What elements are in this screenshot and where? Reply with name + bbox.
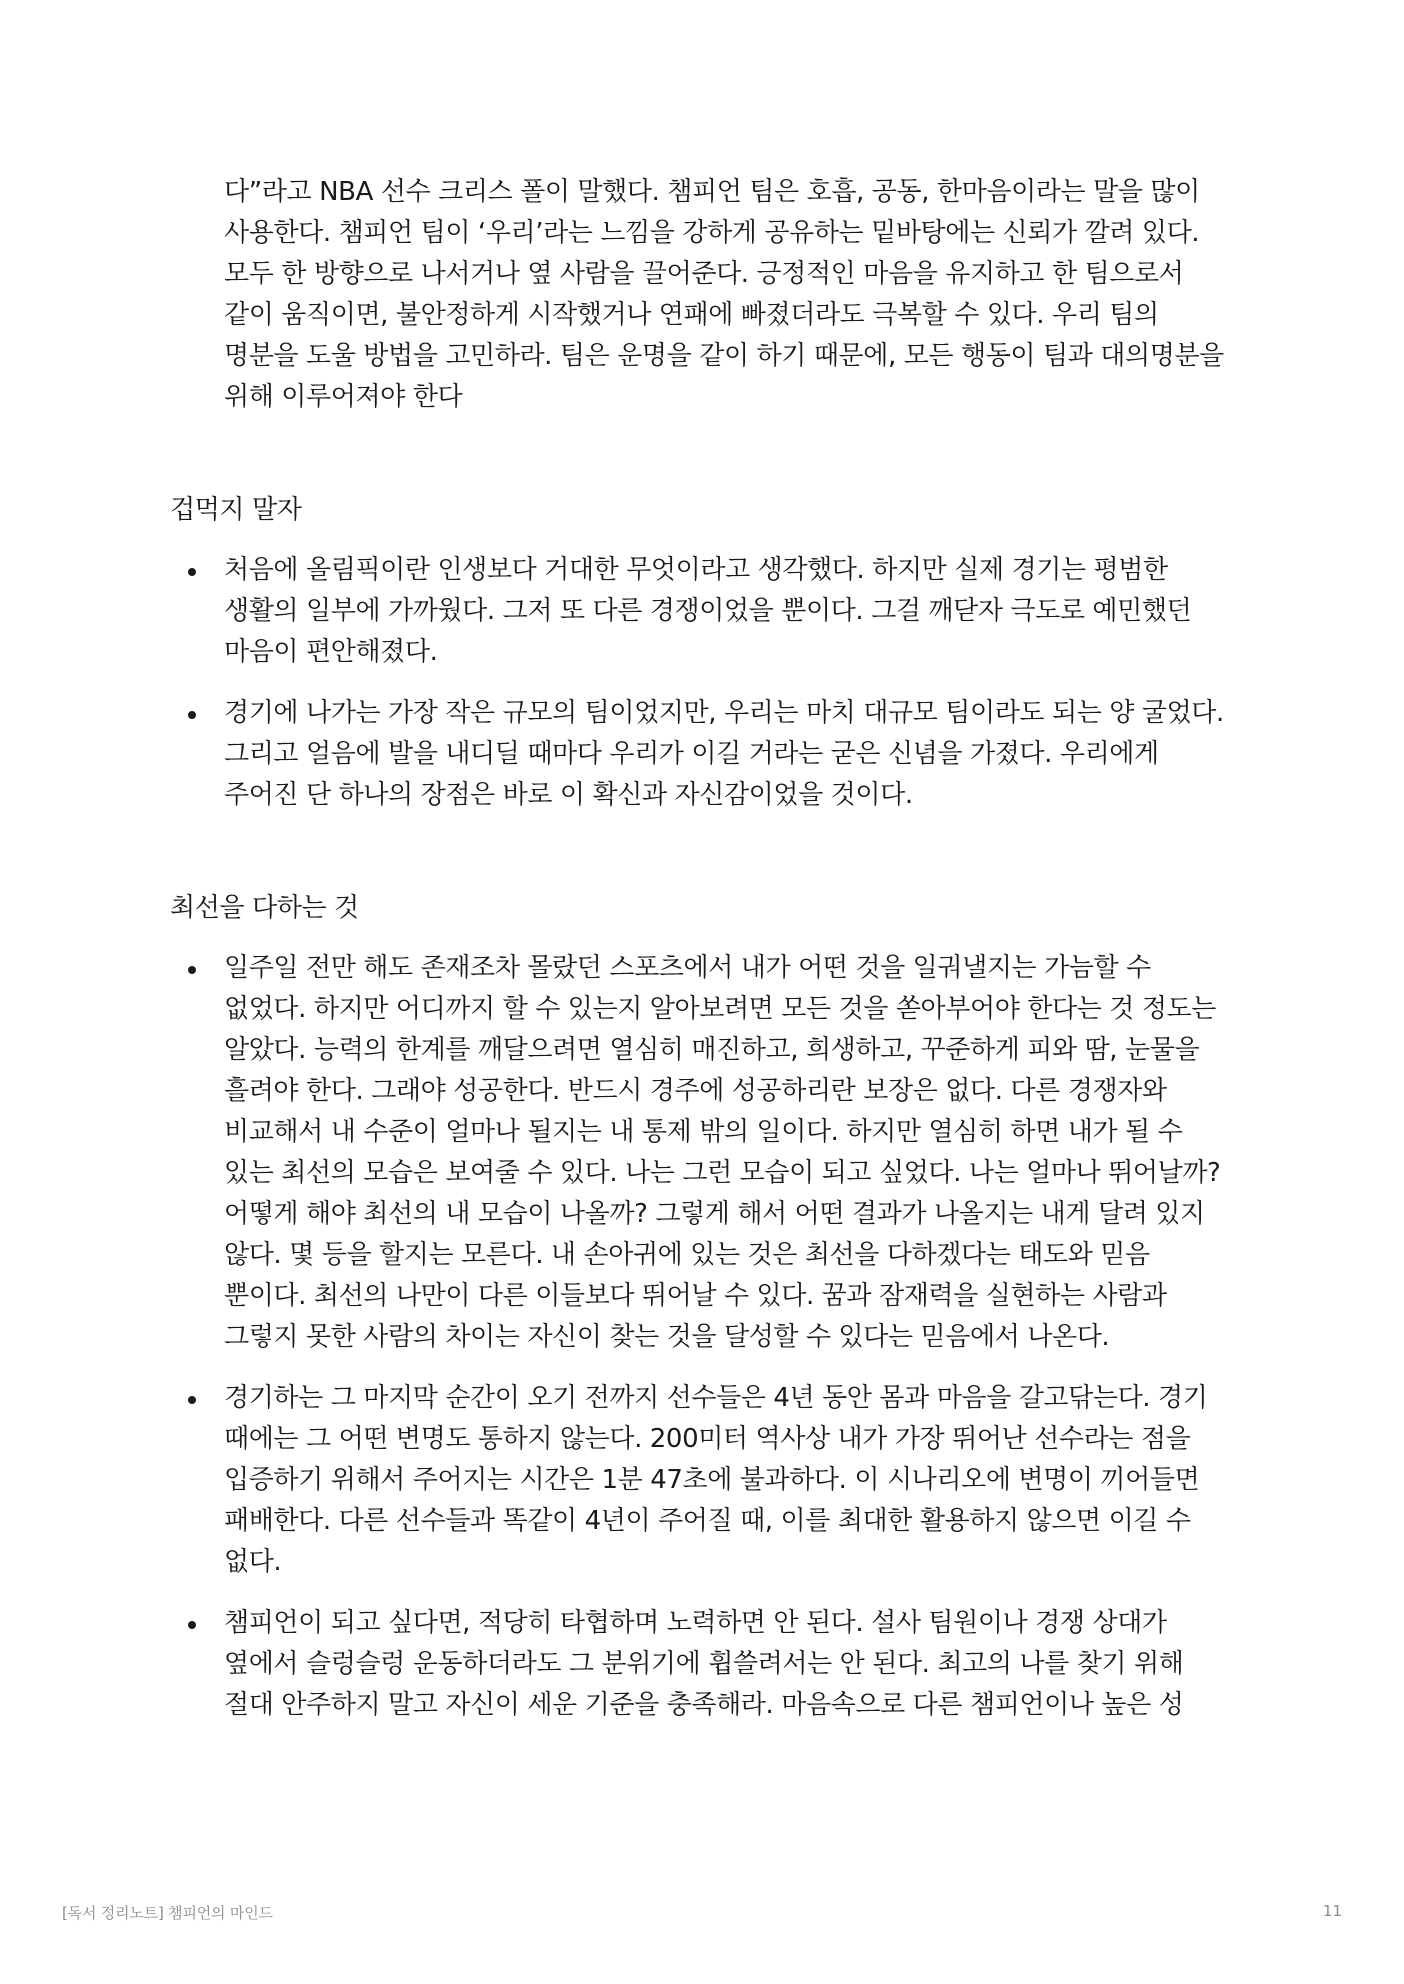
page-number: 11 (1322, 1902, 1342, 1920)
intro-paragraph: 다”라고 NBA 선수 크리스 폴이 말했다. 챔피언 팀은 호흡, 공동, 한마음이라는 말을 많이 사용한다. 챔피언 팀이 ‘우리’라는 느낌을 강하게 공유하는 밑바탕에는 신뢰가 깔려 있다. 모두 한 방향으로 나서거나 옆 사람을 끌어준다. 긍정적인 마음을 유지하고 한 팀으로서 같이 움직이면, 불안정하게 시작했거나 연패에 빠졌더라도 극복할 수 있다. 우리 팀의 명분을 도울 방법을 고민하라. 팀은 운명을 같이 하기 때문에, 모든 행동이 팀과 대의명분을 위해 이루어져야 한다 (224, 177, 1224, 412)
section-do-your-best (170, 888, 1240, 1726)
bullet-item: 일주일 전만 해도 존재조차 몰랐던 스포츠에서 내가 어떤 것을 일궈낼지는 가늠할 수 없었다. 하지만 어디까지 할 수 있는지 알아보려면 모든 것을 쏟아부어야 한다는 것 정도는 알았다. 능력의 한계를 깨달으려면 열심히 매진하고, 희생하고, 꾸준하게 피와 땀, 눈물을 흘려야 한다. 그래야 성공한다. 반드시 경주에 성공하리란 보장은 없다. 다른 경쟁자와 비교해서 내 수준이 얼마나 될지는 내 통제 밖의 일이다. 하지만 열심히 하면 내가 될 수 있는 최선의 모습은 보여줄 수 있다. 나는 그런 모습이 되고 싶었다. 나는 얼마나 뛰어날까? 어떻게 해야 최선의 내 모습이 나올까? 그렇게 해서 어떤 결과가 나올지는 내게 달려 있지 않다. 몇 등을 할지는 모른다. 내 손아귀에 있는 것은 최선을 다하겠다는 태도와 믿음 뿐이다. 최선의 나만이 다른 이들보다 뛰어날 수 있다. 꿈과 잠재력을 실현하는 사람과 그렇지 못한 사람의 차이는 자신이 찾는 것을 달성할 수 있다는 믿음에서 나온다. (170, 948, 1224, 1358)
section-heading: 겁먹지 말자 (170, 495, 302, 525)
bullet-item: 처음에 올림픽이란 인생보다 거대한 무엇이라고 생각했다. 하지만 실제 경기는 평범한 생활의 일부에 가까웠다. 그저 또 다른 경쟁이었을 뿐이다. 그걸 깨닫자 극도로 예민했던 마음이 편안해졌다. (170, 550, 1224, 673)
section-heading: 최선을 다하는 것 (170, 893, 359, 923)
section-dont-be-afraid (170, 490, 1240, 816)
bullet-item: 챔피언이 되고 싶다면, 적당히 타협하며 노력하면 안 된다. 설사 팀원이나 경쟁 상대가 옆에서 슬렁슬렁 운동하더라도 그 분위기에 휩쓸려서는 안 된다. 최고의 나를 찾기 위해 절대 안주하지 말고 자신이 세운 기준을 충족해라. 마음속으로 다른 챔피언이나 높은 성 (170, 1603, 1224, 1726)
bullet-list (170, 550, 1240, 816)
bullet-item: 경기하는 그 마지막 순간이 오기 전까지 선수들은 4년 동안 몸과 마음을 갈고닦는다. 경기 때에는 그 어떤 변명도 통하지 않는다. 200미터 역사상 내가 가장 뛰어난 선수라는 점을 입증하기 위해서 주어지는 시간은 1분 47초에 불과하다. 이 시나리오에 변명이 끼어들면 패배한다. 다른 선수들과 똑같이 4년이 주어질 때, 이를 최대한 활용하지 않으면 이길 수 없다. (170, 1378, 1224, 1583)
footer-title: [독서 정리노트] 챔피언의 마인드 (62, 1904, 273, 1922)
page-content (170, 172, 1240, 1746)
bullet-list (170, 948, 1240, 1726)
bullet-item: 경기에 나가는 가장 작은 규모의 팀이었지만, 우리는 마치 대규모 팀이라도 되는 양 굴었다. 그리고 얼음에 발을 내디딜 때마다 우리가 이길 거라는 굳은 신념을 가졌다. 우리에게 주어진 단 하나의 장점은 바로 이 확신과 자신감이었을 것이다. (170, 693, 1224, 816)
